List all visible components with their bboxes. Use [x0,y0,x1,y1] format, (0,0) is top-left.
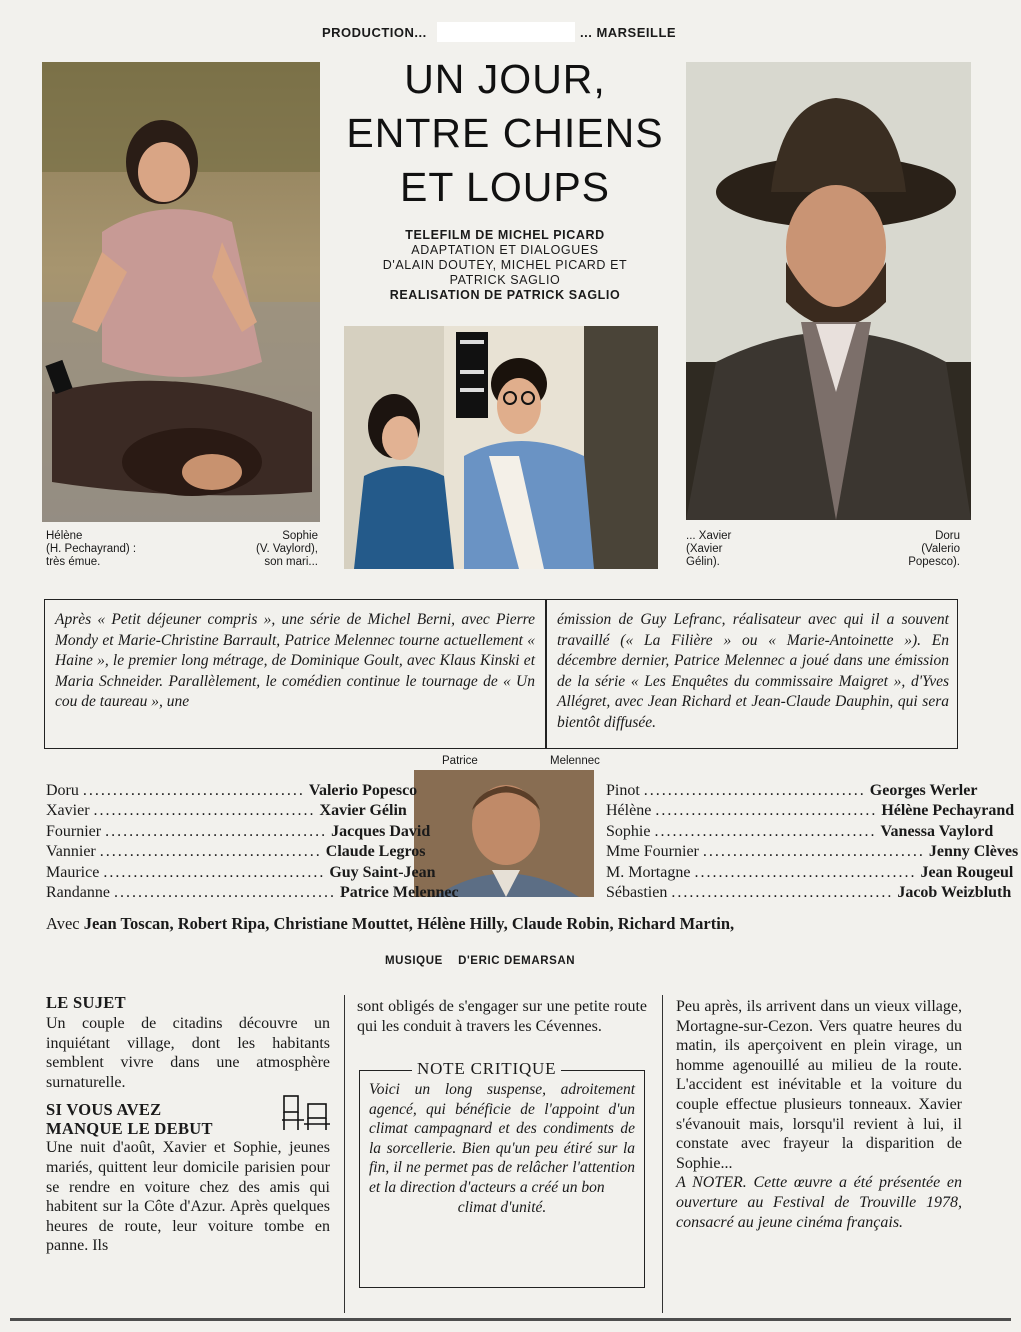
cast-actor: Valerio Popesco [308,782,418,799]
dot-leader: ..................................... [655,802,878,820]
credit-authors: D'ALAIN DOUTEY, MICHEL PICARD ET [382,258,628,272]
film-credits [345,228,665,303]
cast-row [46,822,431,842]
sujet-text: Un couple de citadins découvre un inquiétant village, dont les habitants semblent vivre dans une atmosphère surnaturelle. [46,1015,330,1091]
dot-leader: ..................................... [671,884,894,902]
dot-leader: ..................................... [105,822,328,840]
caption-helene-actor: (H. Pechayrand) : [46,543,137,555]
music-label: MUSIQUE [385,955,443,967]
column-rule-2 [662,995,663,1313]
caption-xavier-actor-cont: Gélin). [686,556,720,568]
note-critique-text: Voici un long suspense, adroitement agencé, qui bénéficie de l'appoint d'un climat campagnard et des condiments de la sorcellerie. Bien qu'un peu étiré sur la fin, il ne permet pas de relâcher l'attention et la direction d'acteurs a créé un bon [369,1081,635,1196]
cinema-seats-icon [282,1094,330,1132]
cast-role: Maurice [46,863,100,881]
additional-cast-line [46,914,960,934]
film-title [325,52,685,214]
music-credit [385,955,625,967]
redaction-mask [437,22,575,42]
caption-helene-text: très émue. [46,556,101,568]
cast-row [606,883,1012,903]
cast-row [46,883,459,903]
cast-role: Xavier [46,802,90,820]
cast-actor: Jenny Clèves [928,843,1019,861]
debut-text: Une nuit d'août, Xavier et Sophie, jeunes mariés, quittent leur domicile parisien pour se rendre en voiture chez des amis qui habitent sur la Côte d'Azur. Après quelques heures de route, leur voiture tombe en panne. Ils [46,1139,330,1255]
caption-doru-actor-cont: Popesco). [908,556,960,568]
caption-doru-actor: (Valerio [921,543,960,555]
avec-name: Claude Robin, [511,914,614,933]
cast-role: Randanne [46,884,110,902]
cast-row [46,863,436,883]
heading-le-sujet: LE SUJET [46,993,126,1012]
column-synopsis-start [46,993,330,1256]
col3-text: Peu après, ils arrivent dans un vieux village, Mortagne-sur-Cezon. Vers quatre heures du matin, ils aperçoivent en plein virage, un homme agenouillé au milieu de la route. L'accident est inévitable et la voiture du couple effectue plusieurs tonneaux. Xavier s'évanouit mais, lorsqu'il revient à lui, il constate avec frayeur la disparition de Sophie... [676,998,962,1172]
avec-name: Christiane Mouttet, [273,914,413,933]
cast-role: Pinot [606,782,640,799]
cast-actor: Guy Saint-Jean [329,863,436,881]
dot-leader: ..................................... [694,863,917,881]
title-line-3: ET LOUPS [399,164,611,210]
cast-row [46,801,407,821]
col2-text: sont obligés de s'engager sur une petite route qui les conduit à travers les Cévennes. [357,998,647,1035]
title-line-2: ENTRE CHIENS [346,110,664,156]
photo-xavier-sophie [344,326,658,569]
cast-actor: Jacques David [331,822,431,840]
credit-adaptation: ADAPTATION ET DIALOGUES [411,243,599,257]
avec-name: Richard Martin, [617,914,735,933]
caption-helene-name: Hélène [46,530,83,542]
cast-actor: Vanessa Vaylord [880,822,994,840]
bio-left-column [55,610,535,713]
music-composer: D'ERIC DEMARSAN [458,955,576,967]
cast-role: Mme Fournier [606,843,699,861]
caption-sophie-actor: (V. Vaylord), [256,543,318,555]
cast-role: M. Mortagne [606,863,691,881]
cast-row [606,863,1014,883]
cast-actor: Patrice Melennec [339,884,459,902]
cast-actor: Xavier Gélin [319,802,407,820]
dot-leader: ..................................... [702,843,925,861]
credit-telefilm: TELEFILM DE MICHEL PICARD [405,228,605,242]
caption-helene [46,530,136,569]
caption-sophie [218,530,318,569]
bio-divider [545,600,547,748]
photo-helene-sophie [42,62,320,522]
credit-authors-cont: PATRICK SAGLIO [449,273,561,287]
cast-actor: Jean Rougeul [920,863,1014,881]
actor-bio-box [44,599,958,749]
cast-row [606,822,994,842]
cast-row [46,781,418,801]
note-critique-box [359,1059,645,1288]
a-noter-text: A NOTER. Cette œuvre a été présentée en ouverture au Festival de Trouville 1978, consacré au jeune cinéma français. [676,1174,962,1231]
cast-actor: Hélène Pechayrand [881,802,1015,820]
column-rule-1 [344,995,345,1313]
bio-right-column [557,610,949,734]
avec-prefix: Avec [46,914,80,933]
heading-debut [46,1100,330,1138]
caption-sophie-name: Sophie [282,530,318,542]
column-synopsis-end [676,997,962,1232]
caption-xavier-name: ... Xavier [686,530,732,542]
cast-row [46,842,426,862]
dot-leader: ..................................... [103,863,326,881]
cast-role: Hélène [606,802,652,820]
page-bottom-rule [10,1318,1011,1321]
bio-left-text: Après « Petit déjeuner compris », une série de Michel Berni, avec Pierre Mondy et Marie-Christine Barrault, Patrice Melennec tourne actuellement « Haine », le premier long métrage, de Dominique Goult, avec Klaus Kinski et Maria Schneider. Parallèlement, le comédien continue le tournage de « Un cou de taureau », une [55,611,535,711]
header-production: PRODUCTION... [322,25,427,40]
credit-realisation: REALISATION DE PATRICK SAGLIO [389,288,621,302]
note-critique-last-line: climat d'unité. [457,1198,547,1216]
dot-leader: ..................................... [93,802,316,820]
cast-actor: Georges Werler [869,782,978,799]
cast-list-left [46,781,459,903]
cast-role: Sophie [606,822,651,840]
caption-xavier [686,530,731,569]
dot-leader: ..................................... [643,782,866,799]
dot-leader: ..................................... [99,843,322,861]
cast-role: Fournier [46,822,102,840]
dot-leader: ..................................... [113,884,336,902]
caption-doru [860,530,960,569]
caption-sophie-text: son mari... [264,556,318,568]
cast-row [606,781,978,801]
column-synopsis-middle [357,997,647,1036]
portrait-patrice-melennec [414,770,594,897]
cast-role: Vannier [46,843,96,861]
title-line-1: UN JOUR, [404,56,606,102]
dot-leader: ..................................... [654,822,877,840]
cast-row [606,842,1019,862]
heading-debut-line-1: SI VOUS AVEZ [46,1100,162,1120]
note-critique-body [369,1080,635,1217]
cast-role: Sébastien [606,884,668,902]
cast-actor: Claude Legros [325,843,426,861]
dot-leader: ..................................... [82,782,305,799]
avec-name: Hélène Hilly, [416,914,508,933]
bio-right-text: émission de Guy Lefranc, réalisateur avec qui il a souvent travaillé (« La Filière » ou « Marie-Antoinette »). En décembre dernier, Patrice Melennec a joué dans une émission de la série « Les Enquêtes du commissaire Maigret », d'Yves Allégret, avec Jean Richard et Jean-Claude Dauphin, qui sera bientôt diffusée. [557,611,949,731]
portrait-label-last: Melennec [550,755,600,767]
cast-role: Doru [46,782,79,799]
avec-name: Robert Ripa, [177,914,270,933]
caption-xavier-actor: (Xavier [686,543,723,555]
cast-row [606,801,1015,821]
caption-doru-name: Doru [935,530,960,542]
avec-name: Jean Toscan, [83,914,174,933]
header-location: ... MARSEILLE [580,25,677,40]
note-critique-title: NOTE CRITIQUE [412,1059,561,1079]
heading-debut-line-2: MANQUE LE DEBUT [46,1119,213,1139]
cast-list-right [606,781,1019,903]
photo-doru [686,62,971,520]
cast-actor: Jacob Weizbluth [897,884,1012,902]
portrait-label-first: Patrice [442,755,478,767]
